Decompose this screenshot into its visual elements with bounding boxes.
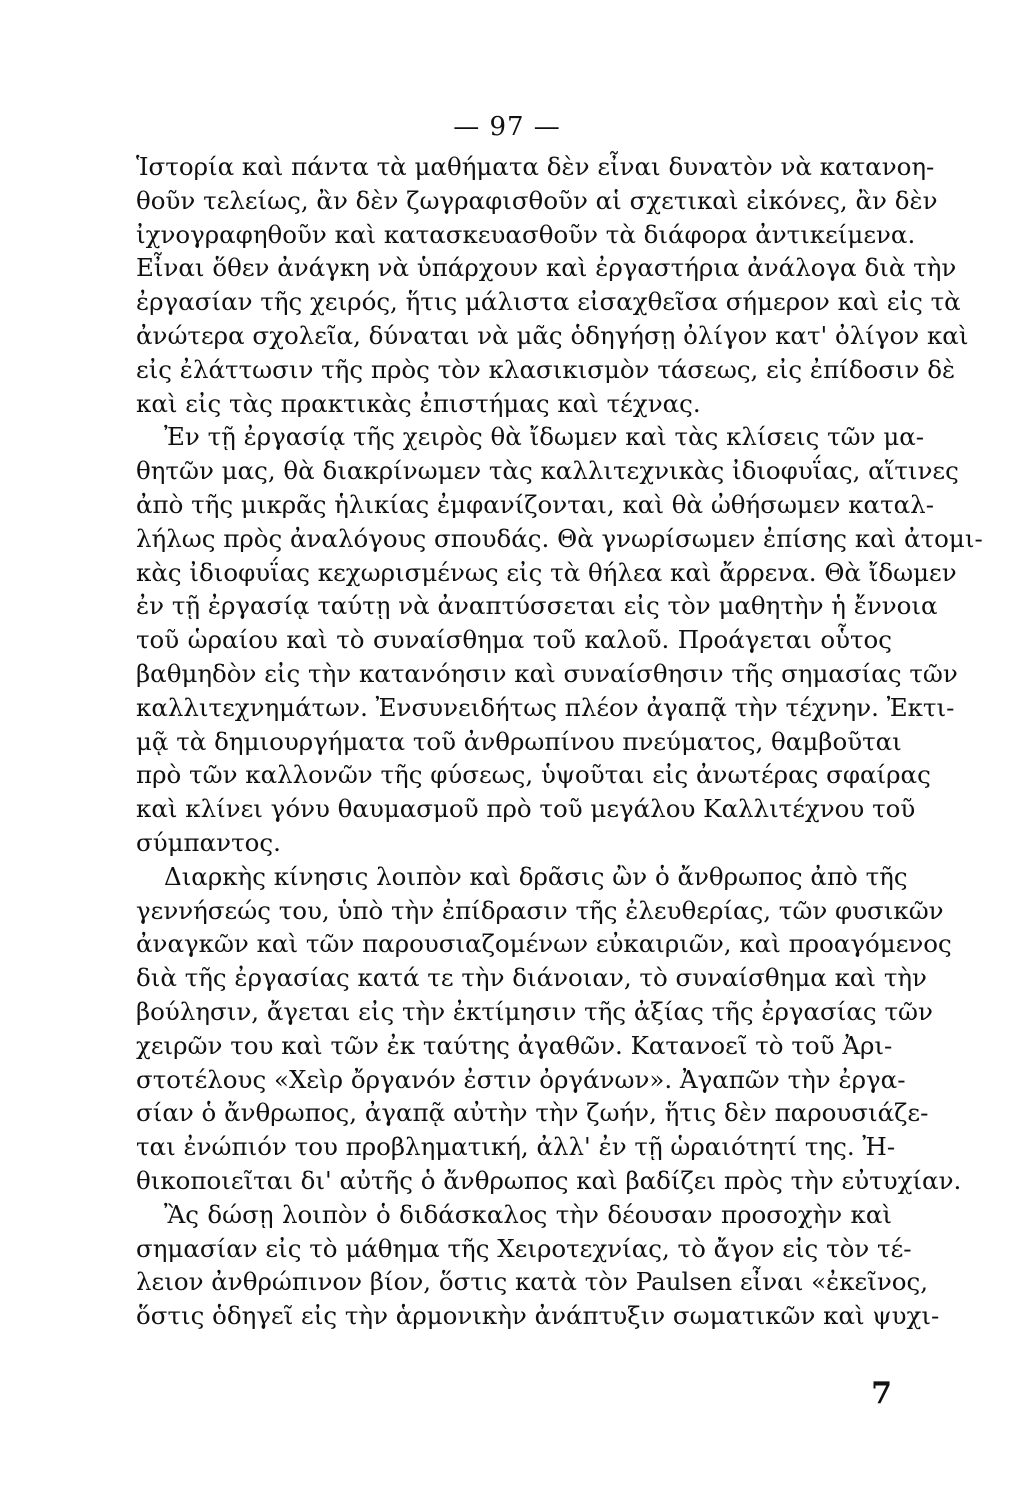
text-line: ἐργασίαν τῆς χειρός, ἥτις μάλιστα εἰσαχθεῖσα σήμερον καὶ εἰς τὰ bbox=[136, 287, 961, 317]
text-line: ἀνώτερα σχολεῖα, δύναται νὰ μᾶς ὁδηγήσῃ ὀλίγον κατ' ὀλίγον καὶ bbox=[136, 320, 969, 350]
text-line: λειον ἀνθρώπινον βίον, ὅστις κατὰ τὸν Paulsen εἶναι «ἐκεῖνος, bbox=[136, 1267, 929, 1297]
text-line: θικοποιεῖται δι' αὐτῆς ὁ ἄνθρωπος καὶ βαδίζει πρὸς τὴν εὐτυχίαν. bbox=[136, 1165, 962, 1195]
text-line: θητῶν μας, θὰ διακρίνωμεν τὰς καλλιτεχνικὰς ἰδιοφυΐας, αἵτινες bbox=[136, 456, 959, 486]
text-line: Ἂς δώσῃ λοιπὸν ὁ διδάσκαλος τὴν δέουσαν προσοχὴν καὶ bbox=[164, 1199, 892, 1229]
text-line: βαθμηδὸν εἰς τὴν κατανόησιν καὶ συναίσθησιν τῆς σημασίας τῶν bbox=[136, 658, 958, 688]
text-line: σύμπαντος. bbox=[136, 827, 281, 857]
text-line: ται ἐνώπιόν του προβληματική, ἀλλ' ἐν τῇ ὡραιότητί της. Ἠ- bbox=[136, 1132, 896, 1162]
text-line: σημασίαν εἰς τὸ μάθημα τῆς Χειροτεχνίας, τὸ ἄγον εἰς τὸν τέ- bbox=[136, 1233, 912, 1263]
text-line: χειρῶν του καὶ τῶν ἐκ ταύτης ἀγαθῶν. Κατανοεῖ τὸ τοῦ Ἀρι- bbox=[136, 1030, 893, 1060]
text-line: στοτέλους «Χεὶρ ὄργανόν ἐστιν ὀργάνων». Ἀγαπῶν τὴν ἐργα- bbox=[136, 1064, 906, 1094]
signature-mark: 7 bbox=[871, 1376, 892, 1411]
text-line: θοῦν τελείως, ἂν δὲν ζωγραφισθοῦν αἱ σχετικαὶ εἰκόνες, ἂν δὲν bbox=[136, 185, 938, 215]
paragraph-3 bbox=[136, 860, 962, 1198]
body-text bbox=[136, 150, 983, 1333]
text-line: γεννήσεώς του, ὑπὸ τὴν ἐπίδρασιν τῆς ἐλευθερίας, τῶν φυσικῶν bbox=[136, 895, 944, 925]
text-line: ἐν τῇ ἐργασίᾳ ταύτῃ νὰ ἀναπτύσσεται εἰς τὸν μαθητὴν ἡ ἔννοια bbox=[136, 591, 938, 621]
paragraph-4 bbox=[136, 1198, 940, 1333]
text-line: ἀπὸ τῆς μικρᾶς ἡλικίας ἐμφανίζονται, καὶ θὰ ὠθήσωμεν καταλ- bbox=[136, 489, 934, 519]
text-line: Εἶναι ὅθεν ἀνάγκη νὰ ὑπάρχουν καὶ ἐργαστήρια ἀνάλογα διὰ τὴν bbox=[136, 253, 957, 283]
text-line: Ἐν τῇ ἐργασίᾳ τῆς χειρὸς θὰ ἴδωμεν καὶ τὰς κλίσεις τῶν μα- bbox=[164, 422, 925, 452]
page-number: — 97 — bbox=[453, 112, 561, 142]
text-line: διὰ τῆς ἐργασίας κατά τε τὴν διάνοιαν, τὸ συναίσθημα καὶ τὴν bbox=[136, 963, 927, 993]
text-line: σίαν ὁ ἄνθρωπος, ἀγαπᾷ αὐτὴν τὴν ζωήν, ἥτις δὲν παρουσιάζε- bbox=[136, 1098, 929, 1128]
text-line: ἰχνογραφηθοῦν καὶ κατασκευασθοῦν τὰ διάφορα ἀντικείμενα. bbox=[136, 219, 916, 249]
text-line: Διαρκὴς κίνησις λοιπὸν καὶ δρᾶσις ὢν ὁ ἄνθρωπος ἀπὸ τῆς bbox=[164, 861, 908, 891]
text-line: μᾷ τὰ δημιουργήματα τοῦ ἀνθρωπίνου πνεύματος, θαμβοῦται bbox=[136, 726, 902, 756]
text-line: βούλησιν, ἄγεται εἰς τὴν ἐκτίμησιν τῆς ἀξίας τῆς ἐργασίας τῶν bbox=[136, 996, 933, 1026]
text-line: λήλως πρὸς ἀναλόγους σπουδάς. Θὰ γνωρίσωμεν ἐπίσης καὶ ἀτομι- bbox=[136, 523, 983, 553]
text-line: εἰς ἐλάττωσιν τῆς πρὸς τὸν κλασικισμὸν τάσεως, εἰς ἐπίδοσιν δὲ bbox=[136, 354, 956, 384]
text-line: ἀναγκῶν καὶ τῶν παρουσιαζομένων εὐκαιριῶν, καὶ προαγόμενος bbox=[136, 929, 952, 959]
text-line: πρὸ τῶν καλλονῶν τῆς φύσεως, ὑψοῦται εἰς ἀνωτέρας σφαίρας bbox=[136, 760, 931, 790]
text-line: καὶ κλίνει γόνυ θαυμασμοῦ πρὸ τοῦ μεγάλου Καλλιτέχνου τοῦ bbox=[136, 794, 916, 824]
paragraph-1 bbox=[136, 150, 969, 420]
text-line: καὶ εἰς τὰς πρακτικὰς ἐπιστήμας καὶ τέχνας. bbox=[136, 388, 701, 418]
text-line: τοῦ ὡραίου καὶ τὸ συναίσθημα τοῦ καλοῦ. Προάγεται οὗτος bbox=[136, 625, 892, 655]
text-line: ὅστις ὁδηγεῖ εἰς τὴν ἁρμονικὴν ἀνάπτυξιν σωματικῶν καὶ ψυχι- bbox=[136, 1301, 940, 1331]
text-line: καλλιτεχνημάτων. Ἐνσυνειδήτως πλέον ἀγαπᾷ τὴν τέχνην. Ἐκτι- bbox=[136, 692, 955, 722]
text-line: Ἱστορία καὶ πάντα τὰ μαθήματα δὲν εἶναι δυνατὸν νὰ κατανοη- bbox=[136, 152, 935, 181]
text-line: κὰς ἰδιοφυΐας κεχωρισμένως εἰς τὰ θήλεα καὶ ἄρρενα. Θὰ ἴδωμεν bbox=[136, 557, 957, 587]
paragraph-2 bbox=[136, 420, 983, 859]
